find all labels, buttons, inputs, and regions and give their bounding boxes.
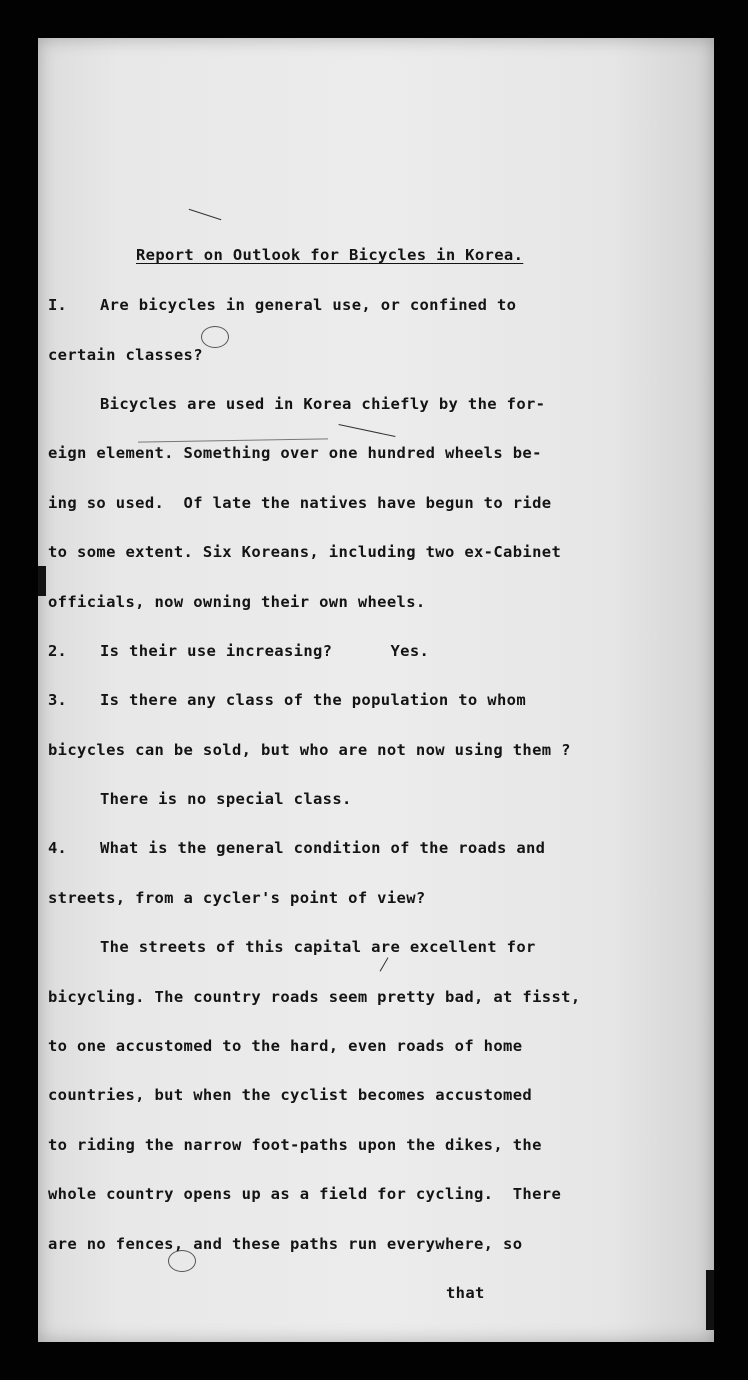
text-line: certain classes? (48, 346, 203, 364)
pen-stroke-mark (339, 424, 396, 437)
text-line: whole country opens up as a field for cycling. There (48, 1185, 562, 1203)
text-line: bicycles can be sold, but who are not now using them ? (48, 741, 571, 759)
document-page (38, 38, 714, 1342)
ink-smudge (201, 326, 229, 348)
text-line: What is the general condition of the roads and (100, 839, 546, 857)
text-line: The streets of this capital are excellent for (100, 938, 536, 956)
question-number: I. (48, 296, 67, 314)
text-line: to riding the narrow foot-paths upon the dikes, the (48, 1136, 542, 1154)
pen-stroke-mark (138, 438, 328, 442)
text-line: Bicycles are used in Korea chiefly by the for- (100, 395, 546, 413)
text-line: streets, from a cycler's point of view? (48, 889, 426, 907)
document-title: Report on Outlook for Bicycles in Korea. (136, 246, 524, 264)
binding-edge-mark (38, 566, 46, 596)
text-line: countries, but when the cyclist becomes accustomed (48, 1086, 533, 1104)
ink-smudge (168, 1250, 196, 1272)
text-line: Is their use increasing? Yes. (100, 642, 430, 660)
question-number: 4. (48, 839, 67, 857)
text-line: There is no special class. (100, 790, 352, 808)
text-line: to some extent. Six Koreans, including two ex-Cabinet (48, 543, 562, 561)
text-line: Are bicycles in general use, or confined to (100, 296, 517, 314)
text-line: to one accustomed to the hard, even roads of home (48, 1037, 523, 1055)
text-line: eign element. Something over one hundred wheels be- (48, 444, 542, 462)
text-line: ing so used. Of late the natives have begun to ride (48, 494, 552, 512)
pen-stroke-mark (380, 957, 389, 971)
text-line: officials, now owning their own wheels. (48, 593, 426, 611)
catchword: that (446, 1284, 485, 1302)
question-number: 3. (48, 691, 67, 709)
text-line: are no fences, and these paths run everywhere, so (48, 1235, 523, 1253)
question-number: 2. (48, 642, 67, 660)
text-line: bicycling. The country roads seem pretty bad, at fisst, (48, 988, 581, 1006)
binding-edge-mark (706, 1270, 714, 1330)
pen-stroke-mark (189, 209, 222, 220)
text-line: Is there any class of the population to whom (100, 691, 526, 709)
